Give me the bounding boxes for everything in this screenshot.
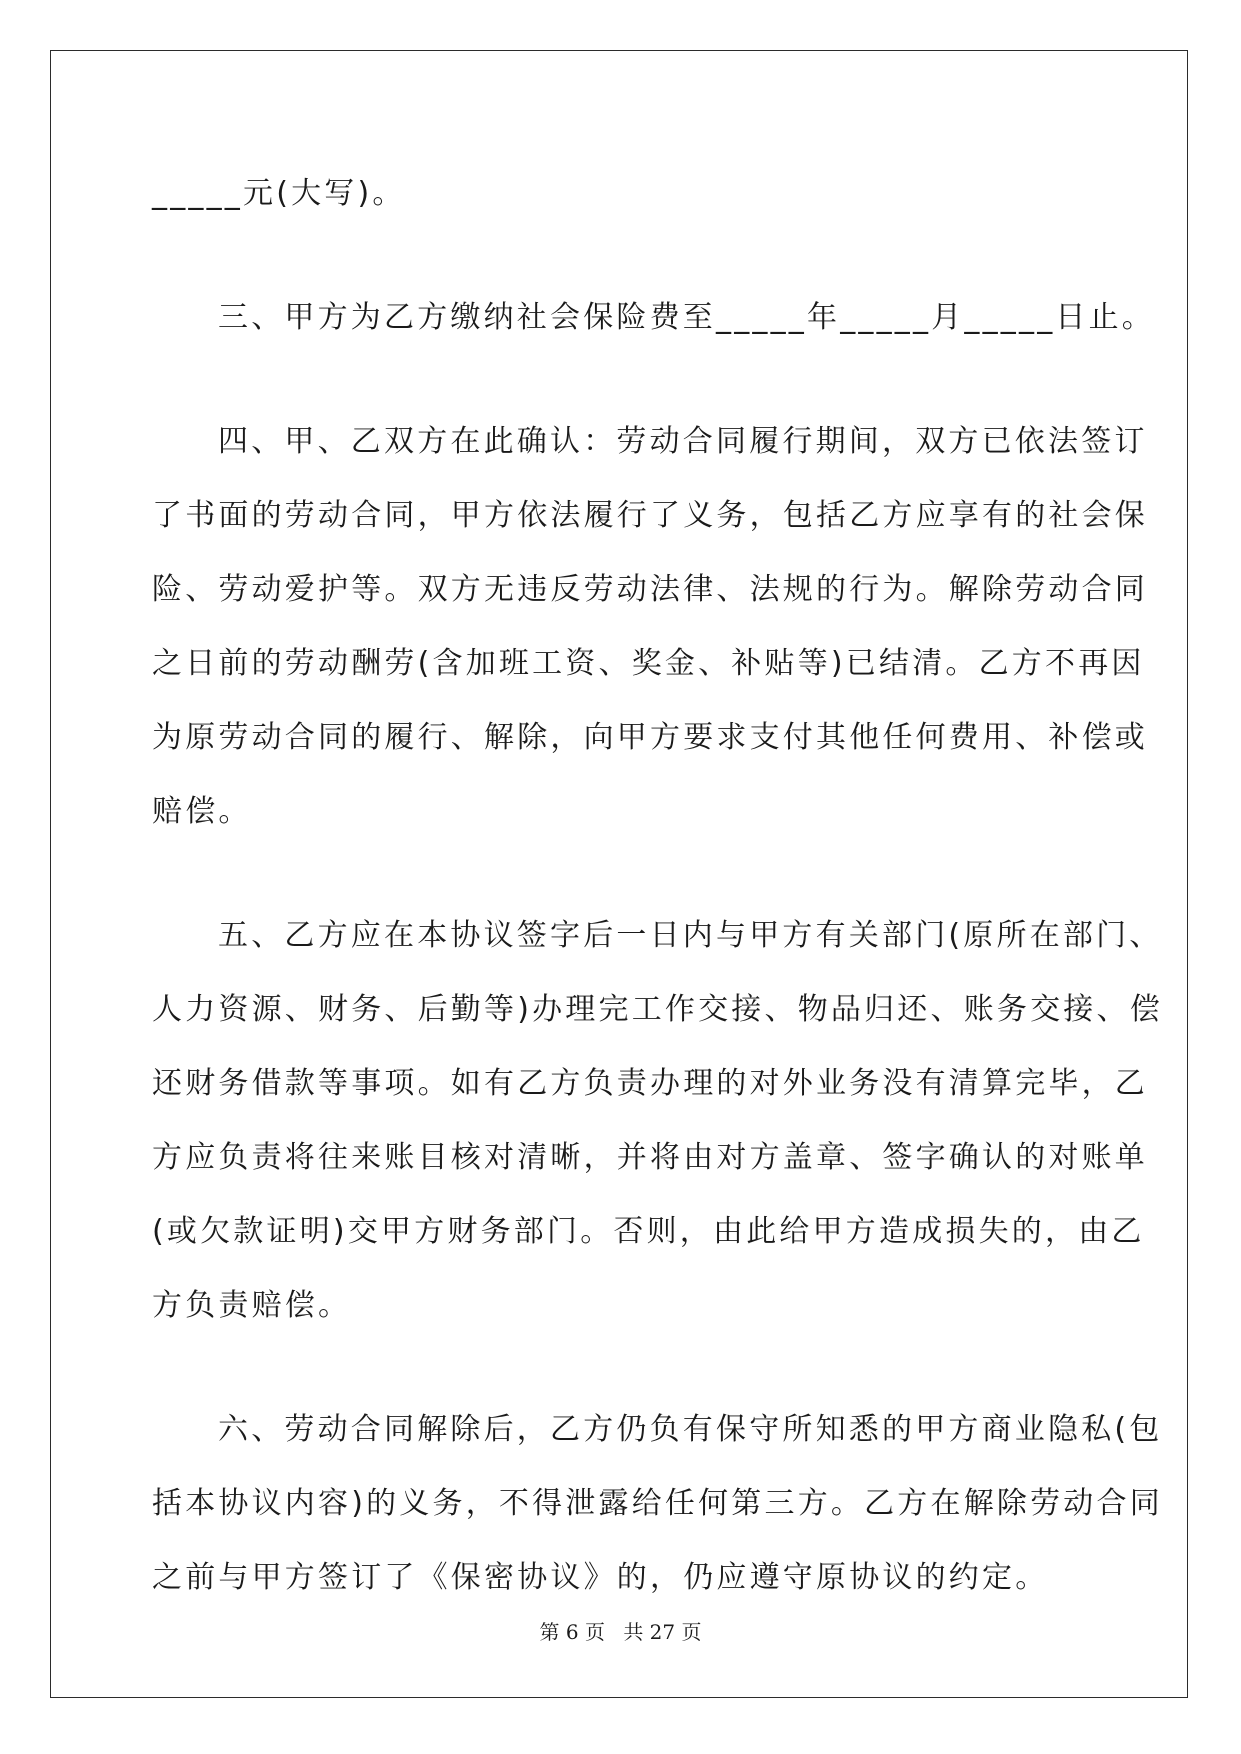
- text-line: 了书面的劳动合同，甲方依法履行了义务，包括乙方应享有的社会保: [152, 498, 1148, 533]
- text-line: 括本协议内容)的义务，不得泄露给任何第三方。乙方在解除劳动合同: [152, 1486, 1163, 1521]
- paragraph-gap: [152, 1343, 1092, 1393]
- text-line: 四、甲、乙双方在此确认：劳动合同履行期间，双方已依法签订: [218, 424, 1148, 459]
- document-body: [152, 157, 1163, 1615]
- text-line: 之日前的劳动酬劳(含加班工资、奖金、补贴等)已结清。乙方不再因: [152, 646, 1145, 681]
- text-line: 赔偿。: [152, 794, 252, 829]
- page-footer: [0, 1616, 1241, 1645]
- text-line: 人力资源、财务、后勤等)办理完工作交接、物品归还、账务交接、偿: [152, 992, 1163, 1027]
- paragraph-gap: [152, 355, 1092, 405]
- text-line: (或欠款证明)交甲方财务部门。否则，由此给甲方造成损失的，由乙: [152, 1214, 1145, 1249]
- text-line: 还财务借款等事项。如有乙方负责办理的对外业务没有清算完毕，乙: [152, 1066, 1148, 1101]
- paragraph-gap: [152, 231, 1092, 281]
- text-line: 三、甲方为乙方缴纳社会保险费至_____年_____月_____日止。: [218, 300, 1155, 335]
- text-line: 五、乙方应在本协议签字后一日内与甲方有关部门(原所在部门、: [218, 918, 1163, 953]
- text-line: 险、劳动爱护等。双方无违反劳动法律、法规的行为。解除劳动合同: [152, 572, 1148, 607]
- paragraph-gap: [152, 849, 1092, 899]
- text-line: 方应负责将往来账目核对清晰，并将由对方盖章、签字确认的对账单: [152, 1140, 1148, 1175]
- text-line: 方负责赔偿。: [152, 1288, 352, 1323]
- text-line: 六、劳动合同解除后，乙方仍负有保守所知悉的甲方商业隐私(包: [218, 1412, 1163, 1447]
- text-line: 之前与甲方签订了《保密协议》的，仍应遵守原协议的约定。: [152, 1560, 1049, 1595]
- text-line: _____元(大写)。: [152, 176, 406, 211]
- page-total: 共 27 页: [623, 1620, 702, 1644]
- page-number: 第 6 页: [539, 1620, 605, 1644]
- text-line: 为原劳动合同的履行、解除，向甲方要求支付其他任何费用、补偿或: [152, 720, 1148, 755]
